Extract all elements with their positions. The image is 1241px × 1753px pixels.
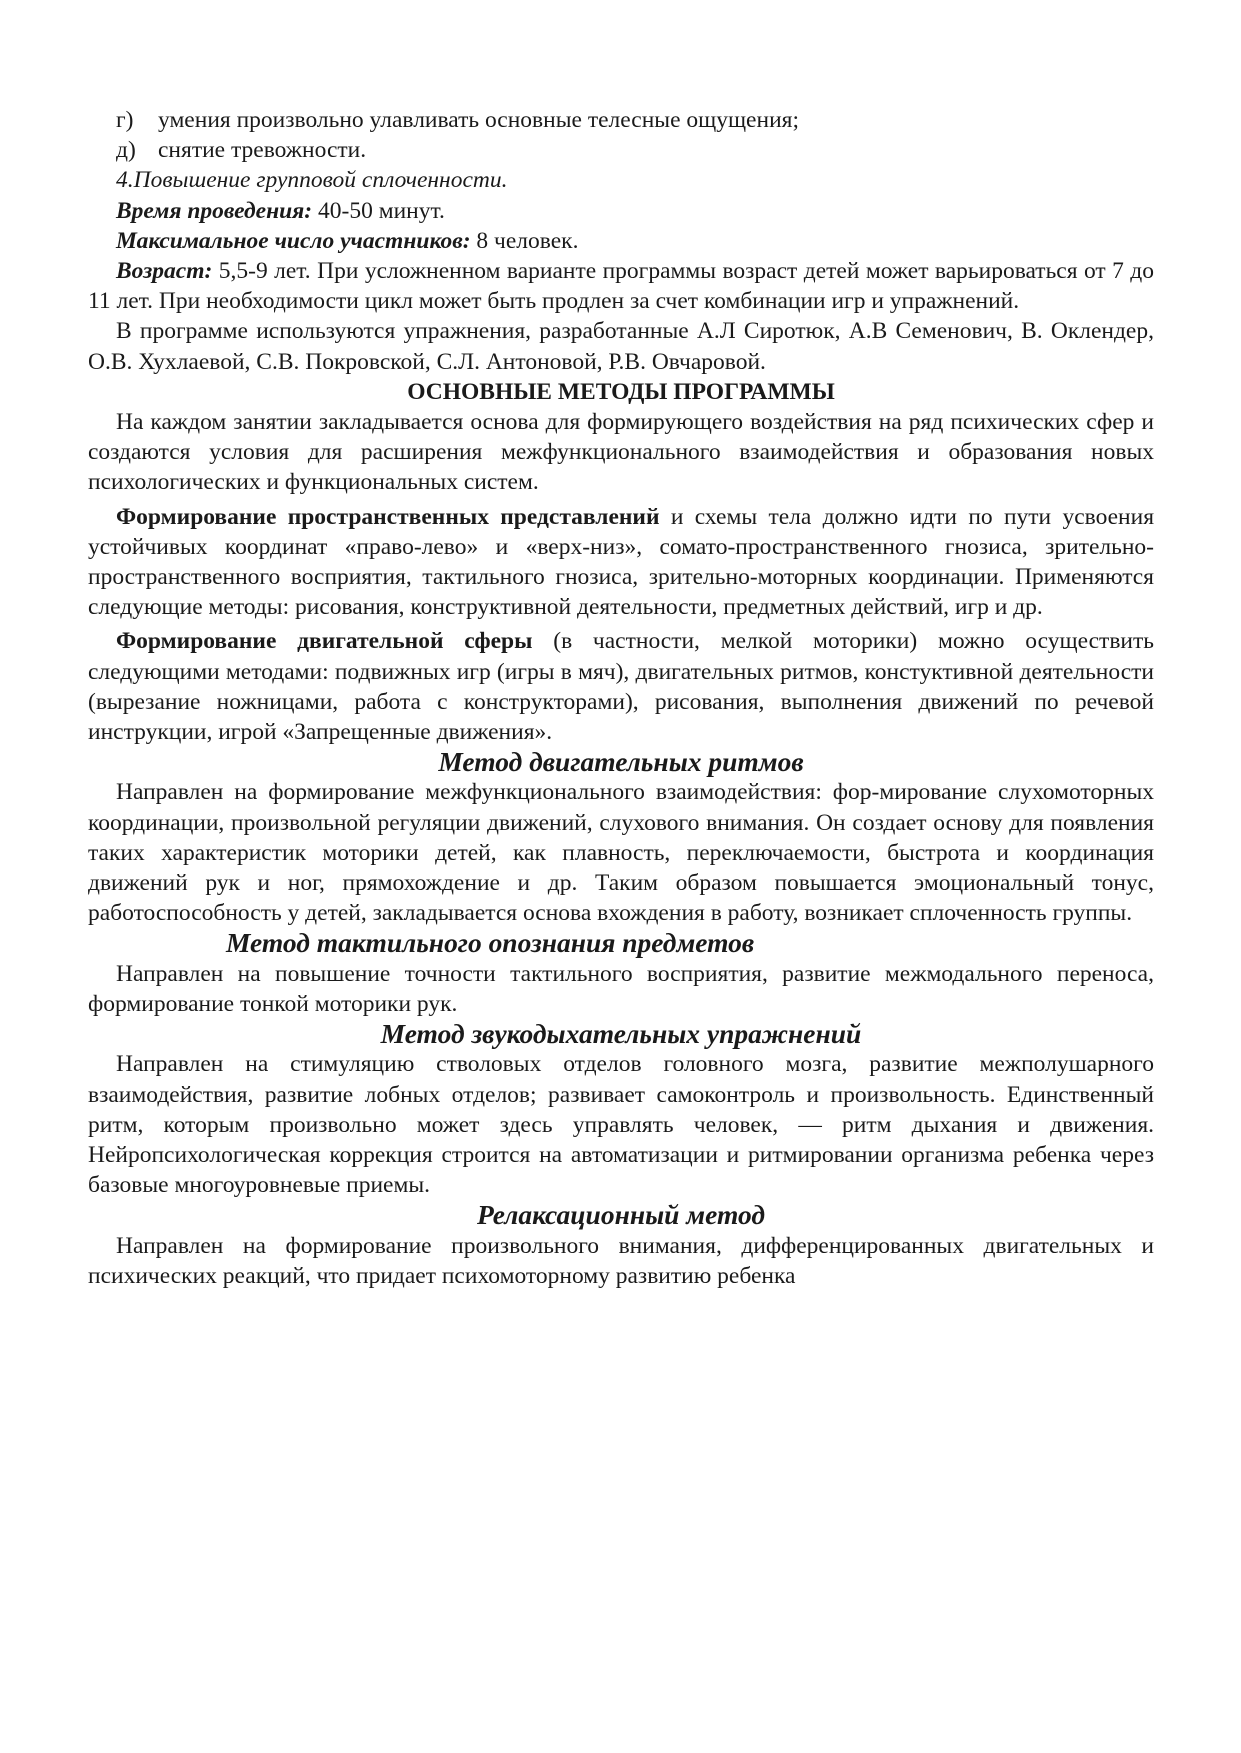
goal-4: 4.Повышение групповой сплоченности. bbox=[116, 167, 508, 194]
methods-intro-paragraph: На каждом занятии закладывается основа для формирующего воздействия на ряд психических сфер и создаются условия для расширения межфункционального взаимодействия и образования новых психологических и функциональных систем. bbox=[88, 409, 1154, 496]
max-participants-line bbox=[88, 226, 1154, 256]
list-marker: г) bbox=[116, 107, 134, 133]
motor-paragraph bbox=[88, 626, 1154, 747]
subsection-text-relaxation: Направлен на формирование произвольного внимания, дифференцированных двигательных и психических реакций, что придает психомоторному развитию ребенка bbox=[88, 1232, 1154, 1289]
subsection-text-tactile: Направлен на повышение точности тактильного восприятия, развитие межмодального переноса, формирование тонкой моторики рук. bbox=[88, 960, 1154, 1017]
authors-paragraph: В программе используются упражнения, разработанные А.Л Сиротюк, А.В Семенович, В. Оклендер, О.В. Хухлаевой, С.В. Покровской, С.Л. Антоновой, Р.В. Овчаровой. bbox=[88, 318, 1154, 375]
spatial-paragraph bbox=[88, 502, 1154, 623]
subsection-text-motor-rhythms: Направлен на формирование межфункционального взаимодействия: фор-мирование слухомоторных координации, произвольной регуляции движений, слухового внимания. Он создает основу для появления таких характеристик моторики детей, как плавность, переключаемости, быстрота и координация движений рук и ног, прямохождение и др. Таким образом повышается эмоциональный тонус, работоспособность у детей, закладывается основа вхождения в работу, возникает сплоченность группы. bbox=[88, 779, 1154, 927]
duration-line bbox=[88, 196, 1154, 226]
spatial-text: и схемы тела должно идти по пути усвоения устойчивых координат «право-лево» и «верх-низ», сомато-пространственного гнозиса, зрительно-пространственного восприятия, тактильного гнозиса, зрительно-моторных координации. Применяются следующие методы: рисования, конструктивной деятельности, предметных действий, игр и др. bbox=[88, 503, 1154, 621]
list-marker: д) bbox=[116, 137, 136, 164]
age-value: 5,5-9 лет. При усложненном варианте программы возраст детей может варьироваться от 7 до 11 лет. При необходимости цикл может быть продлен за счет комбинации игр и упражнений. bbox=[88, 258, 1154, 315]
motor-text: (в частности, мелкой моторики) можно осуществить следующими методами: подвижных игр (игры в мяч), двигательных ритмов, констуктивной деятельности (вырезание ножницами, работа с конструкторами), рисования, выполнения движений по речевой инструкции, игрой «Запрещенные движения». bbox=[88, 628, 1154, 746]
subsection-title-tactile: Метод тактильного опознания предметов bbox=[226, 928, 755, 959]
list-item-text: снятие тревожности. bbox=[158, 137, 367, 164]
age-label: Возраст: bbox=[116, 258, 213, 285]
section-title: ОСНОВНЫЕ МЕТОДЫ ПРОГРАММЫ bbox=[407, 378, 835, 405]
age-paragraph bbox=[88, 256, 1154, 316]
document-page bbox=[88, 105, 1154, 1291]
subsection-title-motor-rhythms: Метод двигательных ритмов bbox=[438, 747, 804, 778]
max-participants-label: Максимальное число участников: bbox=[116, 227, 471, 254]
subsection-text-breathing: Направлен на стимуляцию стволовых отделов головного мозга, развитие межполушарного взаимодействия, развитие лобных отделов; развивает самоконтроль и произвольность. Единственный ритм, которым произвольно может здесь управлять человек, — ритм дыхания и движения. Нейропсихологическая коррекция строится на автоматизации и ритмировании организма ребенка через базовые многоуровневые приемы. bbox=[88, 1051, 1154, 1199]
list-item-d bbox=[88, 135, 1154, 165]
duration-value: 40-50 минут. bbox=[312, 197, 445, 224]
motor-lead: Формирование двигательной сферы bbox=[116, 628, 533, 655]
max-participants-value: 8 человек. bbox=[470, 227, 579, 254]
subsection-title-relaxation: Релаксационный метод bbox=[476, 1200, 766, 1231]
spatial-lead: Формирование пространственных представлений bbox=[116, 503, 660, 530]
list-item-g bbox=[88, 105, 1154, 135]
list-item-text: умения произвольно улавливать основные телесные ощущения; bbox=[158, 107, 799, 133]
subsection-title-breathing: Метод звукодыхательных упражнений bbox=[380, 1019, 862, 1050]
duration-label: Время проведения: bbox=[116, 197, 313, 224]
